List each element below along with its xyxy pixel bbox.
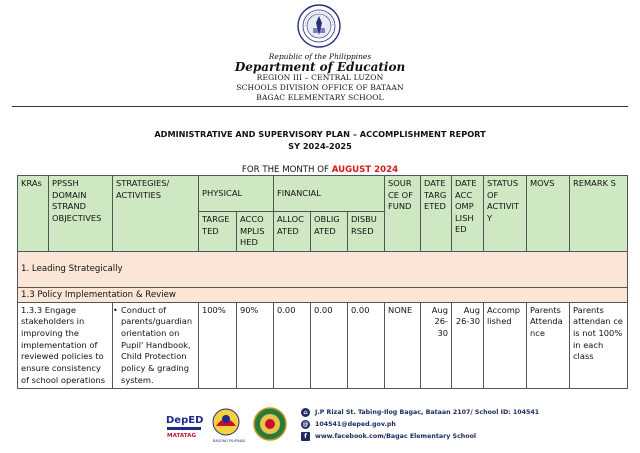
region-label: REGION III – CENTRAL LUZON (256, 73, 384, 82)
accomplishment-table (17, 175, 628, 389)
address-text: J.P Rizal St. Tabing-Ilog Bagac, Bataan 2107/ School ID: 104541 (315, 408, 540, 416)
col-accomplished: ACCO MPLIS HED (237, 212, 274, 252)
cell-accomplished: 90% (237, 302, 274, 388)
cell-date-accomplished: Aug 26-30 (452, 302, 484, 388)
month-value: AUGUST 2024 (331, 165, 399, 175)
school-label: BAGAC ELEMENTARY SCHOOL (256, 93, 384, 102)
col-status: STATUS OF ACTIVIT Y (484, 176, 527, 252)
col-date-accomplished: DATE ACC OMP LISH ED (452, 176, 484, 252)
cell-obligated: 0.00 (311, 302, 348, 388)
school-year: SY 2024-2025 (288, 141, 352, 151)
col-financial: FINANCIAL (274, 176, 385, 212)
strategy-item: • Conduct of parents/guardian orientation on Pupil' Handbook, Child Protection policy & grading system. (116, 305, 195, 386)
col-targeted: TARGE TED (199, 212, 237, 252)
cell-remarks: Parents attendan ce is not 100% in each class (570, 302, 628, 388)
address-row (301, 406, 539, 418)
col-ppssh: PPSSH DOMAIN STRAND OBJECTIVES (49, 176, 113, 252)
report-month (0, 165, 640, 175)
email-row (301, 418, 539, 430)
month-label: FOR THE MONTH OF (241, 165, 332, 175)
col-source: SOUR CE OF FUND (385, 176, 421, 252)
col-kras: KRAs (18, 176, 49, 252)
cell-source: NONE (385, 302, 421, 388)
school-seal-logo (254, 408, 286, 440)
subsection-row: 1.3 Policy Implementation & Review (18, 287, 628, 302)
deped-seal-logo (297, 4, 341, 48)
bagong-pilipinas-logo (213, 409, 245, 443)
col-date-targeted: DATE TARG ETED (421, 176, 452, 252)
col-allocated: ALLOC ATED (274, 212, 311, 252)
col-strategies: STRATEGIES/ ACTIVITIES (113, 176, 199, 252)
col-remarks: REMARK S (570, 176, 628, 252)
col-physical: PHYSICAL (199, 176, 274, 212)
cell-objective: 1.3.3 Engage stakeholders in improving the implementation of reviewed policies to ensure consistency of school operations (18, 302, 113, 388)
section-row: 1. Leading Strategically (18, 251, 628, 287)
col-obligated: OBLIG ATED (311, 212, 348, 252)
bagong-pilipinas-text: BAGONG PILIPINAS (213, 439, 246, 443)
footer-logos (164, 406, 292, 444)
deped-logo-text: DepED (166, 415, 204, 426)
republic-label: Republic of the Philippines (268, 52, 372, 61)
cell-movs: Parents Attenda nce (527, 302, 570, 388)
email-icon: @ (302, 420, 309, 428)
cell-status: Accomp lished (484, 302, 527, 388)
footer-contacts (301, 406, 539, 442)
location-icon: ⌂ (301, 408, 310, 417)
matatag-text: MATATAG (167, 433, 197, 439)
division-label: SCHOOLS DIVISION OFFICE OF BATAAN (236, 83, 404, 92)
col-movs: MOVS (527, 176, 570, 252)
cell-date-targeted: Aug 26-30 (421, 302, 452, 388)
header-divider (12, 106, 628, 107)
report-title: ADMINISTRATIVE AND SUPERVISORY PLAN – ACCOMPLISHMENT REPORT (154, 129, 486, 139)
table-row (18, 302, 628, 388)
col-disbursed: DISBU RSED (348, 212, 385, 252)
facebook-icon: f (301, 432, 310, 441)
cell-disbursed: 0.00 (348, 302, 385, 388)
facebook-link[interactable]: www.facebook.com/Bagac Elementary School (315, 432, 477, 440)
department-label: Department of Education (234, 60, 406, 74)
cell-targeted: 100% (199, 302, 237, 388)
cell-allocated: 0.00 (274, 302, 311, 388)
cell-strategy (113, 302, 199, 388)
deped-matatag-logo (166, 415, 203, 439)
facebook-row (301, 430, 539, 442)
email-link[interactable]: 104541@deped.gov.ph (315, 420, 396, 428)
